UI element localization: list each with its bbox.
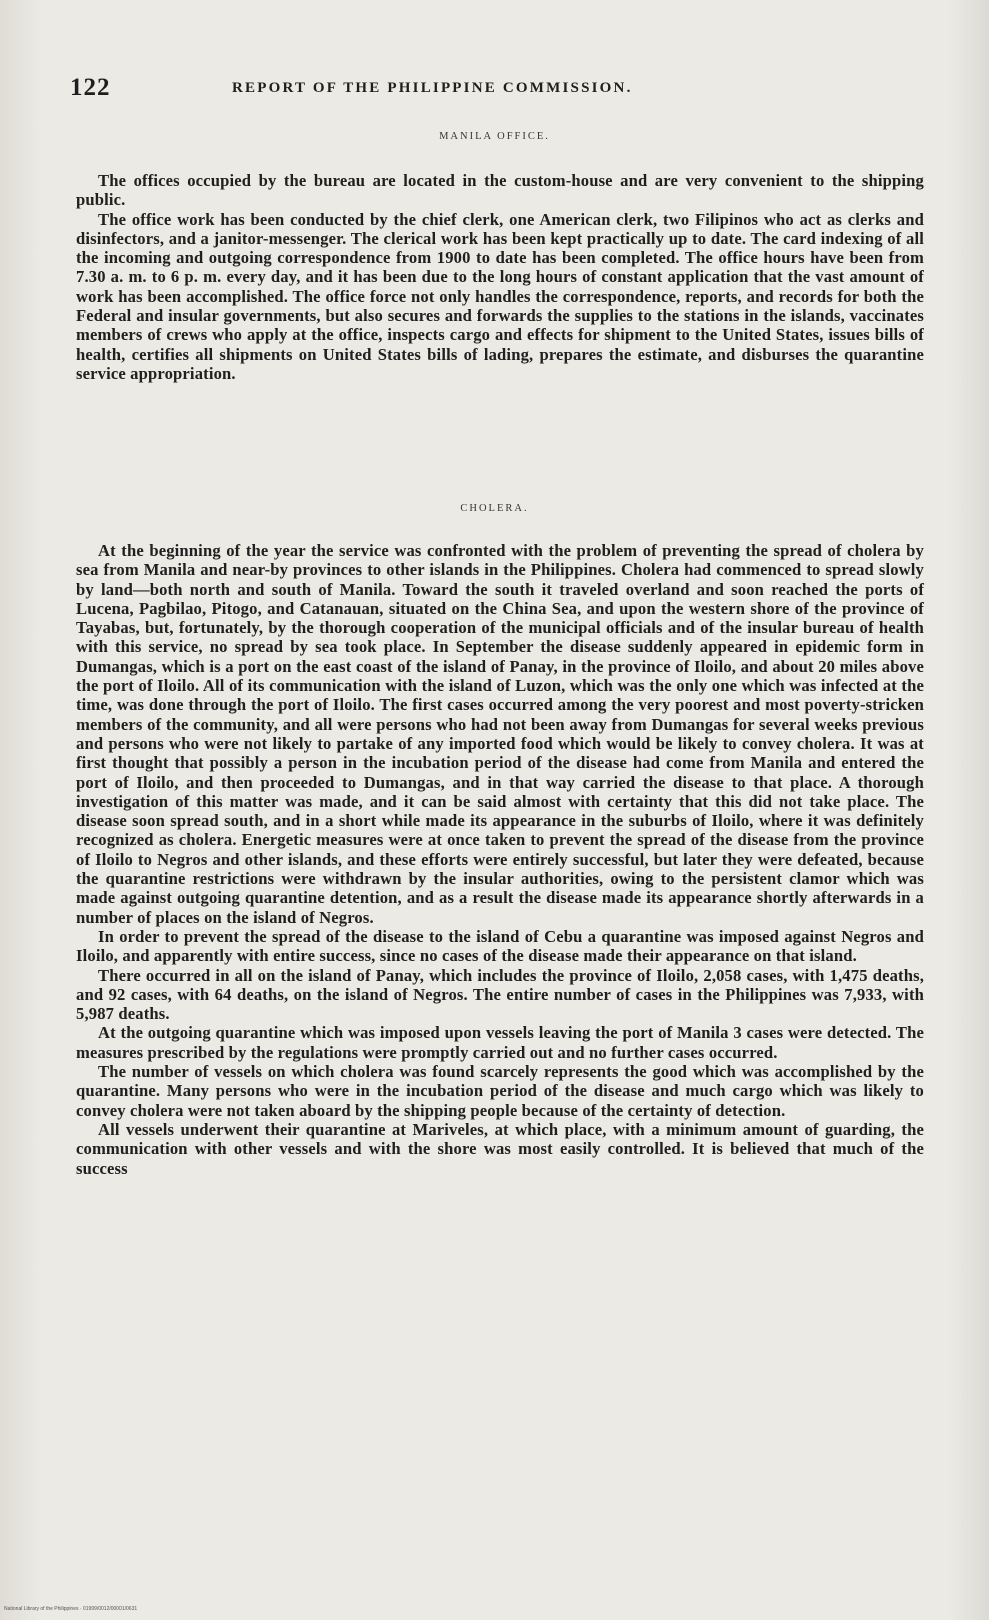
- paragraph: The offices occupied by the bureau are located in the custom-house and are very convenient to the shipping public.: [76, 171, 924, 210]
- archive-stamp: National Library of the Philippines · 01999/0012/00001/0631: [4, 1606, 138, 1612]
- paragraph: All vessels underwent their quarantine at Mariveles, at which place, with a minimum amount of guarding, the communication with other vessels and with the shore was most easily controlled. It is believed that much of the success: [76, 1119, 924, 1178]
- page-header: [70, 74, 920, 104]
- page-number: 122: [70, 74, 111, 101]
- paragraph: In order to prevent the spread of the disease to the island of Cebu a quarantine was imposed against Negros and Iloilo, and apparently with entire success, since no cases of the disease made their appearance on that island.: [76, 926, 924, 966]
- section-body-manila-office: [76, 171, 924, 383]
- paragraph: The office work has been conducted by the chief clerk, one American clerk, two Filipinos who act as clerks and disinfectors, and a janitor-messenger. The clerical work has been kept practically up to date. The card indexing of all the incoming and outgoing correspondence from 1900 to date has been completed. The office hours have been from 7.30 a. m. to 6 p. m. every day, and it has been due to the long hours of constant application that the vast amount of work has been accomplished. The office force not only handles the correspondence, reports, and records for both the Federal and insular governments, but also secures and forwards the supplies to the stations in the islands, vaccinates members of crews who apply at the office, inspects cargo and effects for shipment to the United States, issues bills of health, certifies all shipments on United States bills of lading, prepares the estimate, and disburses the quarantine service appropriation.: [76, 209, 924, 383]
- paragraph: There occurred in all on the island of Panay, which includes the province of Iloilo, 2,058 cases, with 1,475 deaths, and 92 cases, with 64 deaths, on the island of Negros. The entire number of cases in the Philippines was 7,933, with 5,987 deaths.: [76, 965, 924, 1024]
- paragraph: At the outgoing quarantine which was imposed upon vessels leaving the port of Manila 3 cases were detected. The measures prescribed by the regulations were promptly carried out and no further cases occurred.: [76, 1023, 924, 1062]
- running-head: REPORT OF THE PHILIPPINE COMMISSION.: [232, 80, 633, 96]
- section-body-cholera: [76, 541, 924, 1178]
- paragraph: At the beginning of the year the service was confronted with the problem of preventing the spread of cholera by sea from Manila and near-by provinces to other islands in the Philippines. Cholera had commenced to spread slowly by land—both north and south of Manila. Toward the south it traveled overland and soon reached the ports of Lucena, Pagbilao, Pitogo, and Catanauan, situated on the China Sea, and upon the western shore of the province of Tayabas, but, fortunately, by the thorough cooperation of the municipal officials and of the insular bureau of health with this service, no spread by sea took place. In September the disease suddenly appeared in epidemic form in Dumangas, which is a port on the east coast of the island of Panay, in the province of Iloilo, and about 20 miles above the port of Iloilo. All of its communication with the island of Luzon, which was the only one which was infected at the time, was done through the port of Iloilo. The first cases occurred among the very poorest and most poverty-stricken members of the community, and all were persons who had not been away from Dumangas for several weeks previous and persons who were not likely to partake of any imported food which would be likely to convey cholera. It was at first thought that possibly a person in the incubation period of the disease had come from Manila and entered the port of Iloilo, and then proceeded to Dumangas, and in that way carried the disease to that place. A thorough investigation of this matter was made, and it can be said almost with certainty that this did not take place. The disease soon spread south, and in a short while made its appearance in the suburbs of Iloilo, where it was definitely recognized as cholera. Energetic measures were at once taken to prevent the spread of the disease from the province of Iloilo to Negros and other islands, and these efforts were entirely successful, but later they were defeated, because the quarantine restrictions were withdrawn by the insular authorities, owing to the persistent clamor which was made against outgoing quarantine detention, and as a result the disease made its appearance shortly afterwards in a number of places on the island of Negros.: [76, 541, 924, 927]
- section-heading-cholera: CHOLERA.: [460, 503, 529, 514]
- section-heading-manila-office: MANILA OFFICE.: [439, 131, 550, 142]
- paragraph: The number of vessels on which cholera was found scarcely represents the good which was accomplished by the quarantine. Many persons who were in the incubation period of the disease and much cargo which was likely to convey cholera were not taken aboard by the shipping people because of the certainty of detection.: [76, 1062, 924, 1120]
